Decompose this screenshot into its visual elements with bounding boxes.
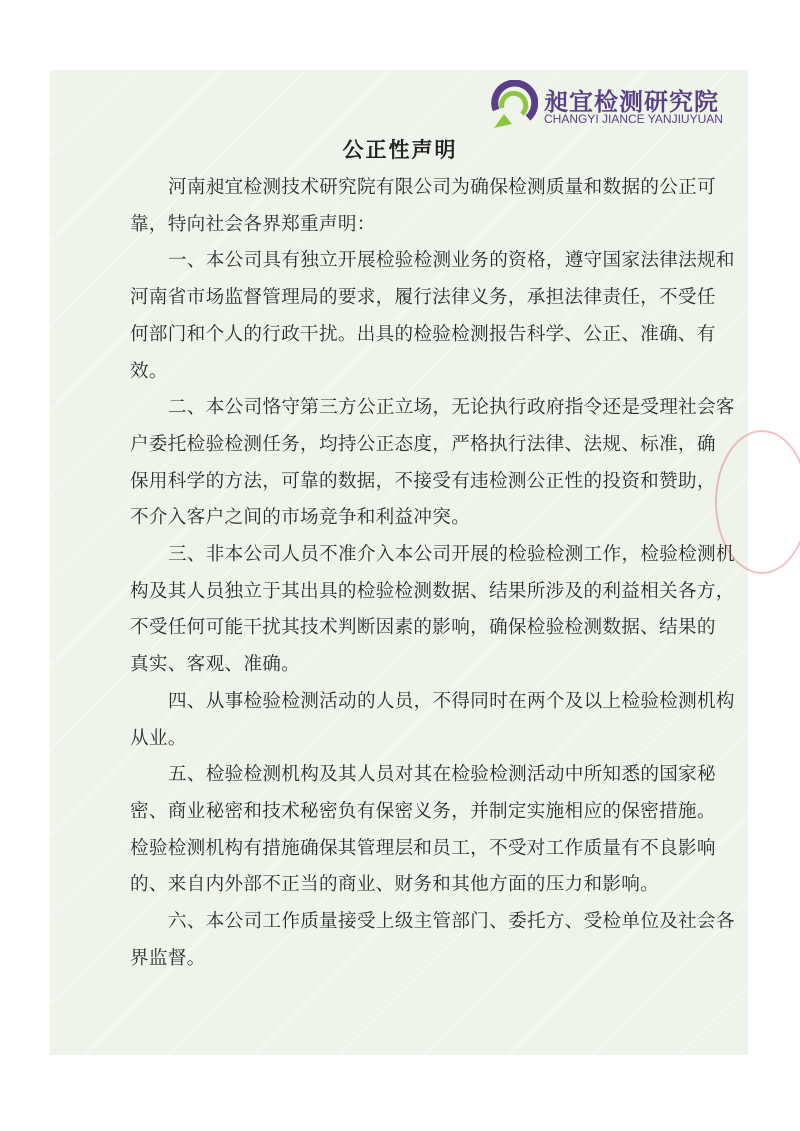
paragraph: [130, 757, 720, 904]
logo-name-en: CHANGYI JIANCE YANJIUYUAN: [544, 112, 723, 126]
text-line: 河南省市场监督管理局的要求，履行法律义务，承担法律责任，不受任: [130, 287, 716, 309]
paragraph: [130, 537, 735, 684]
text-line: 六、本公司工作质量接受上级主管部门、委托方、受检单位及社会各: [168, 911, 735, 933]
text-line: 真实、客观、准确。: [130, 654, 301, 676]
text-line: 的、来自内外部不正当的商业、财务和其他方面的压力和影响。: [130, 874, 660, 896]
text-line: 三、非本公司人员不准介入本公司开展的检验检测工作，检验检测机: [168, 544, 735, 566]
text-line: 五、检验检测机构及其人员对其在检验检测活动中所知悉的国家秘: [168, 764, 716, 786]
document-body: [130, 170, 735, 977]
text-line: 界监督。: [130, 947, 206, 969]
document-title: 公正性声明: [342, 137, 458, 162]
text-line: 一、本公司具有独立开展检验检测业务的资格，遵守国家法律法规和: [168, 250, 735, 272]
paragraph: [130, 904, 735, 977]
text-line: 河南昶宜检测技术研究院有限公司为确保检测质量和数据的公正可: [168, 177, 716, 198]
company-logo: [488, 78, 748, 136]
paragraph: [130, 390, 735, 537]
text-line: 何部门和个人的行政干扰。出具的检验检测报告科学、公正、准确、有: [130, 323, 716, 345]
paragraph: [130, 243, 735, 390]
text-line: 效。: [130, 360, 168, 382]
logo-mark-icon: [488, 80, 538, 130]
text-line: 靠，特向社会各界郑重声明：: [130, 213, 376, 235]
text-line: 不受任何可能干扰其技术判断因素的影响，确保检验检测数据、结果的: [130, 617, 716, 639]
paragraph: [130, 170, 720, 243]
text-line: 四、从事检验检测活动的人员，不得同时在两个及以上检验检测机构: [168, 690, 735, 712]
paragraph: [130, 684, 735, 757]
text-line: 检验检测机构有措施确保其管理层和员工，不受对工作质量有不良影响: [130, 837, 716, 859]
text-line: 保用科学的方法，可靠的数据，不接受有违检测公正性的投资和赞助，: [130, 470, 716, 492]
text-line: 户委托检验检测任务，均持公正态度，严格执行法律、法规、标准，确: [130, 433, 716, 455]
text-line: 不介入客户之间的市场竞争和利益冲突。: [130, 507, 471, 529]
logo-name-cn: 昶宜检测研究院: [544, 88, 719, 116]
text-line: 从业。: [130, 727, 187, 749]
text-line: 二、本公司恪守第三方公正立场，无论执行政府指令还是受理社会客: [168, 397, 735, 419]
text-line: 密、商业秘密和技术秘密负有保密义务，并制定实施相应的保密措施。: [130, 800, 716, 822]
text-line: 构及其人员独立于其出具的检验检测数据、结果所涉及的利益相关各方，: [130, 580, 735, 602]
